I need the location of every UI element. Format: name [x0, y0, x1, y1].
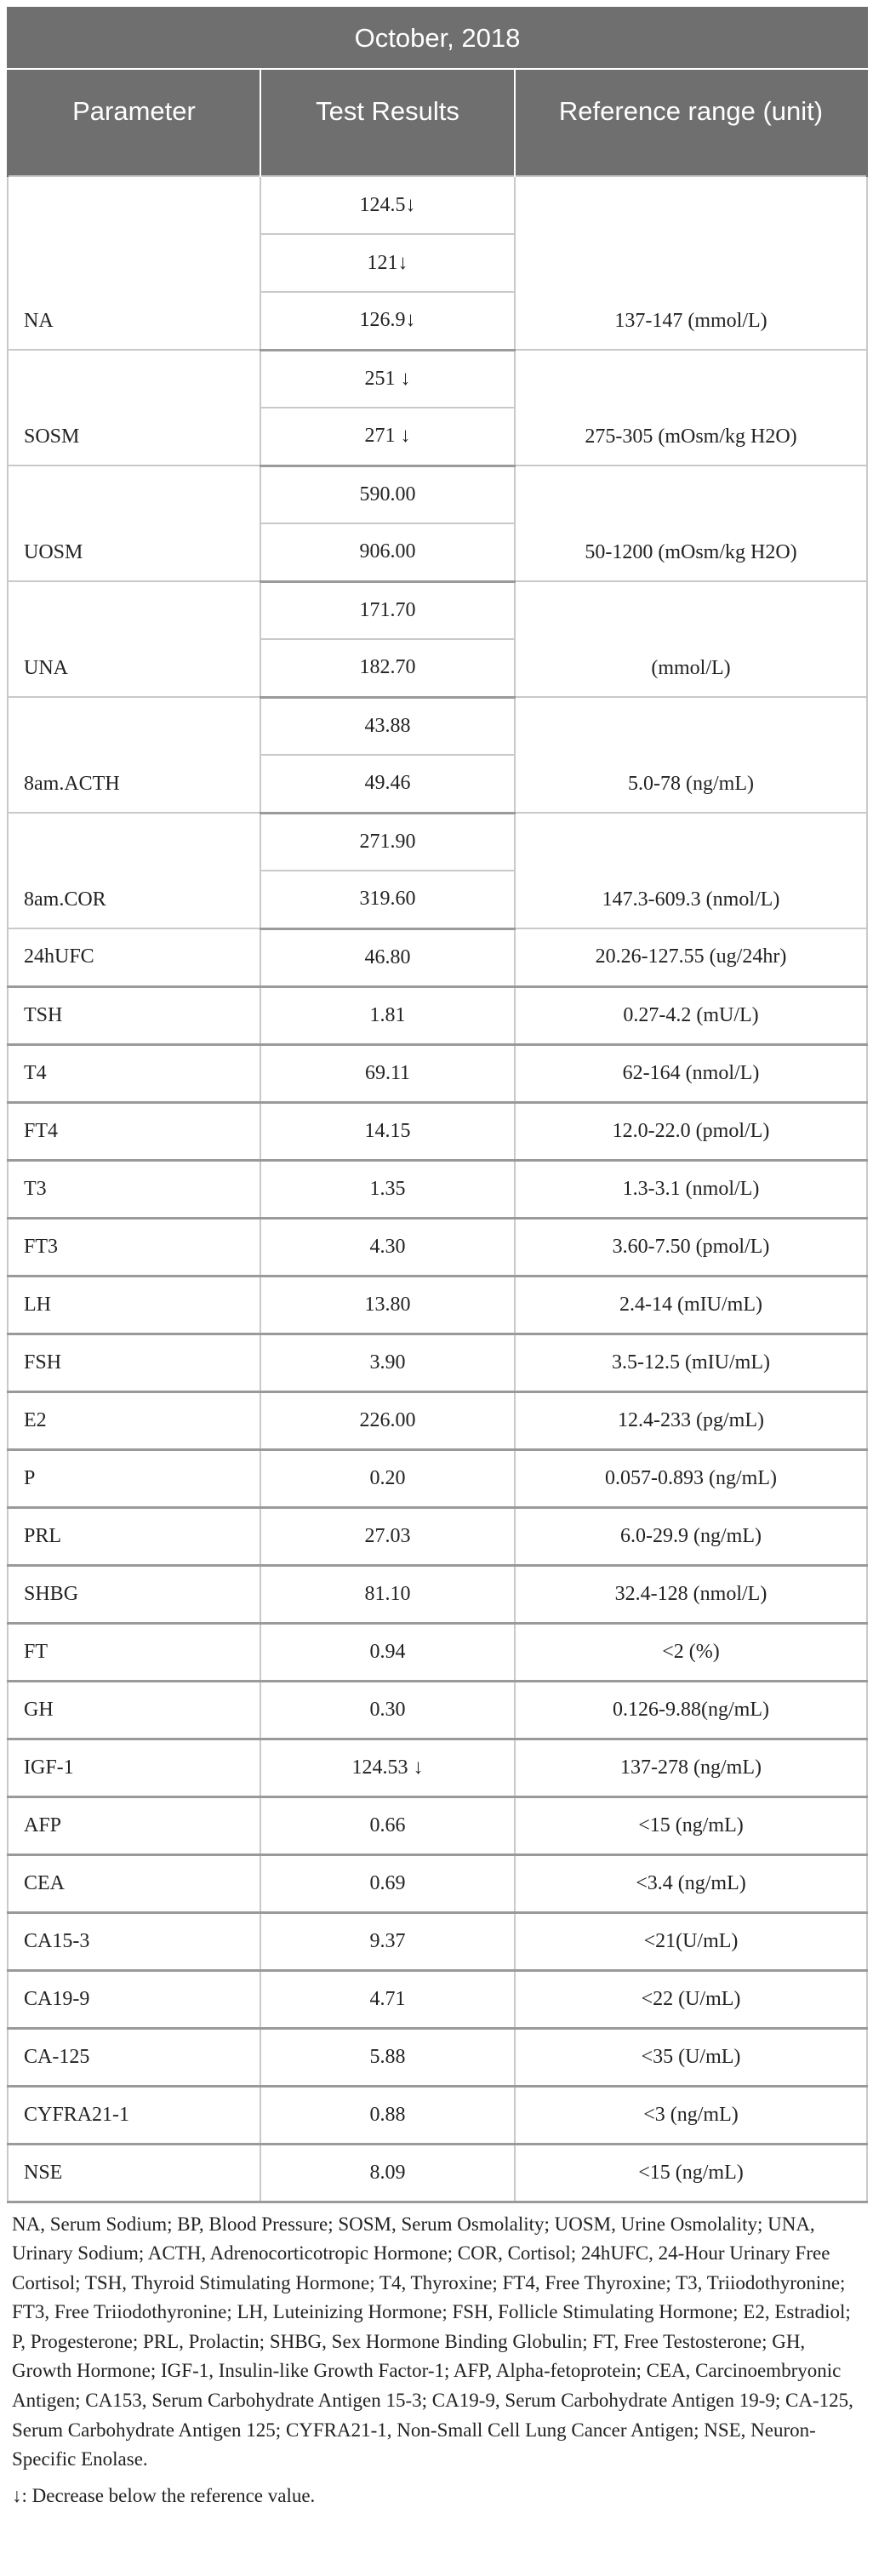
- reference-range-cell: 137-278 (ng/mL): [515, 1739, 867, 1796]
- header-test-results: Test Results: [260, 69, 515, 176]
- table-row: [8, 1854, 867, 1912]
- test-result-cell: 126.9↓: [260, 292, 515, 350]
- parameter-cell: NSE: [8, 2144, 260, 2202]
- parameter-cell: LH: [8, 1276, 260, 1334]
- table-row: [8, 466, 867, 523]
- reference-range-cell: 0.27-4.2 (mU/L): [515, 986, 867, 1044]
- table-row: [8, 1102, 867, 1160]
- test-result-cell: 0.20: [260, 1449, 515, 1507]
- parameter-cell: FT4: [8, 1102, 260, 1160]
- reference-range-cell: 2.4-14 (mIU/mL): [515, 1276, 867, 1334]
- footnote-legend: ↓: Decrease below the reference value.: [12, 2484, 316, 2506]
- parameter-cell: CA15-3: [8, 1912, 260, 1970]
- parameter-cell: E2: [8, 1391, 260, 1449]
- reference-range-cell: 62-164 (nmol/L): [515, 1044, 867, 1102]
- parameter-cell: CEA: [8, 1854, 260, 1912]
- table-row: [8, 1218, 867, 1276]
- test-result-cell: 4.30: [260, 1218, 515, 1276]
- parameter-cell: CA19-9: [8, 1970, 260, 2028]
- parameter-cell: PRL: [8, 1507, 260, 1565]
- reference-range-cell: 3.60-7.50 (pmol/L): [515, 1218, 867, 1276]
- reference-range-cell: 20.26-127.55 (ug/24hr): [515, 928, 867, 986]
- table-row: [8, 1565, 867, 1623]
- table-row: [8, 1334, 867, 1391]
- table-row: [8, 2086, 867, 2144]
- test-result-cell: 81.10: [260, 1565, 515, 1623]
- parameter-cell: FSH: [8, 1334, 260, 1391]
- test-result-cell: 121↓: [260, 234, 515, 292]
- table-row: [8, 1796, 867, 1854]
- header-reference-range: Reference range (unit): [515, 69, 867, 176]
- table-row: [8, 1739, 867, 1796]
- parameter-cell: 8am.COR: [8, 813, 260, 928]
- table-caption: October, 2018: [8, 8, 867, 69]
- test-result-cell: 9.37: [260, 1912, 515, 1970]
- test-result-cell: 5.88: [260, 2028, 515, 2086]
- reference-range-cell: 1.3-3.1 (nmol/L): [515, 1160, 867, 1218]
- parameter-cell: CYFRA21-1: [8, 2086, 260, 2144]
- parameter-cell: T3: [8, 1160, 260, 1218]
- test-result-cell: 226.00: [260, 1391, 515, 1449]
- test-result-cell: 0.94: [260, 1623, 515, 1681]
- parameter-cell: T4: [8, 1044, 260, 1102]
- table-row: [8, 350, 867, 408]
- parameter-cell: UOSM: [8, 466, 260, 581]
- test-result-cell: 3.90: [260, 1334, 515, 1391]
- parameter-cell: AFP: [8, 1796, 260, 1854]
- reference-range-cell: <15 (ng/mL): [515, 2144, 867, 2202]
- table-row: [8, 1507, 867, 1565]
- table-row: [8, 1276, 867, 1334]
- reference-range-cell: 275-305 (mOsm/kg H2O): [515, 350, 867, 466]
- test-result-cell: 124.53 ↓: [260, 1739, 515, 1796]
- table-row: [8, 1970, 867, 2028]
- test-result-cell: 13.80: [260, 1276, 515, 1334]
- parameter-cell: IGF-1: [8, 1739, 260, 1796]
- test-result-cell: 49.46: [260, 755, 515, 813]
- test-result-cell: 69.11: [260, 1044, 515, 1102]
- parameter-cell: UNA: [8, 581, 260, 697]
- reference-range-cell: 137-147 (mmol/L): [515, 176, 867, 350]
- parameter-cell: P: [8, 1449, 260, 1507]
- reference-range-cell: 5.0-78 (ng/mL): [515, 697, 867, 813]
- reference-range-cell: 147.3-609.3 (nmol/L): [515, 813, 867, 928]
- reference-range-cell: 3.5-12.5 (mIU/mL): [515, 1334, 867, 1391]
- parameter-cell: 24hUFC: [8, 928, 260, 986]
- test-result-cell: 319.60: [260, 871, 515, 928]
- test-result-cell: 1.35: [260, 1160, 515, 1218]
- reference-range-cell: (mmol/L): [515, 581, 867, 697]
- test-result-cell: 590.00: [260, 466, 515, 523]
- test-result-cell: 271 ↓: [260, 408, 515, 466]
- test-result-cell: 14.15: [260, 1102, 515, 1160]
- table-row: [8, 697, 867, 755]
- reference-range-cell: <35 (U/mL): [515, 2028, 867, 2086]
- test-result-cell: 0.66: [260, 1796, 515, 1854]
- test-result-cell: 27.03: [260, 1507, 515, 1565]
- test-result-cell: 124.5↓: [260, 176, 515, 234]
- test-result-cell: 271.90: [260, 813, 515, 871]
- test-result-cell: 1.81: [260, 986, 515, 1044]
- table-row: [8, 2028, 867, 2086]
- table-row: [8, 2144, 867, 2202]
- test-result-cell: 0.69: [260, 1854, 515, 1912]
- table-row: [8, 1623, 867, 1681]
- reference-range-cell: 12.0-22.0 (pmol/L): [515, 1102, 867, 1160]
- test-result-cell: 906.00: [260, 523, 515, 581]
- reference-range-cell: 0.057-0.893 (ng/mL): [515, 1449, 867, 1507]
- table-row: [8, 176, 867, 234]
- reference-range-cell: <3.4 (ng/mL): [515, 1854, 867, 1912]
- reference-range-cell: 50-1200 (mOsm/kg H2O): [515, 466, 867, 581]
- header-parameter: Parameter: [8, 69, 260, 176]
- footnote-abbreviations: NA, Serum Sodium; BP, Blood Pressure; SOSM, Serum Osmolality; UOSM, Urine Osmolality; UNA, Urinary Sodium; ACTH, Adrenocorticotropic Hormone; COR, Cortisol; 24hUFC, 24-Hour Urinary Free Cortisol; TSH, Thyroid Stimulating Hormone; T4, Thyroxine; FT4, Free Thyroxine; T3, Triiodothyronine; FT3, Free Triiodothyronine; LH, Luteinizing Hormone; FSH, Follicle Stimulating Hormone; E2, Estradiol; P, Progesterone; PRL, Prolactin; SHBG, Sex Hormone Binding Globulin; FT, Free Testosterone; GH, Growth Hormone; IGF-1, Insulin-like Growth Factor-1; AFP, Alpha-fetoprotein; CEA, Carcinoembryonic Antigen; CA153, Serum Carbohydrate Antigen 15-3; CA19-9, Serum Carbohydrate Antigen 19-9; CA-125, Serum Carbohydrate Antigen 125; CYFRA21-1, Non-Small Cell Lung Cancer Antigen; NSE, Neuron-Specific Enolase.: [12, 2213, 853, 2470]
- parameter-cell: SHBG: [8, 1565, 260, 1623]
- reference-range-cell: <22 (U/mL): [515, 1970, 867, 2028]
- table-row: [8, 581, 867, 639]
- parameter-cell: CA-125: [8, 2028, 260, 2086]
- reference-range-cell: <15 (ng/mL): [515, 1796, 867, 1854]
- reference-range-cell: <2 (%): [515, 1623, 867, 1681]
- table-row: [8, 1681, 867, 1739]
- test-result-cell: 0.30: [260, 1681, 515, 1739]
- parameter-cell: FT3: [8, 1218, 260, 1276]
- reference-range-cell: 0.126-9.88(ng/mL): [515, 1681, 867, 1739]
- parameter-cell: 8am.ACTH: [8, 697, 260, 813]
- test-result-cell: 182.70: [260, 639, 515, 697]
- table-row: [8, 1160, 867, 1218]
- reference-range-cell: <3 (ng/mL): [515, 2086, 867, 2144]
- test-result-cell: 8.09: [260, 2144, 515, 2202]
- table-row: [8, 813, 867, 871]
- test-result-cell: 0.88: [260, 2086, 515, 2144]
- test-result-cell: 46.80: [260, 928, 515, 986]
- test-result-cell: 251 ↓: [260, 350, 515, 408]
- lab-results-table: [7, 7, 868, 2203]
- lab-results-document: [7, 7, 866, 2510]
- test-result-cell: 4.71: [260, 1970, 515, 2028]
- test-result-cell: 171.70: [260, 581, 515, 639]
- table-row: [8, 986, 867, 1044]
- table-row: [8, 928, 867, 986]
- reference-range-cell: 6.0-29.9 (ng/mL): [515, 1507, 867, 1565]
- table-body: [8, 176, 867, 2202]
- table-row: [8, 1391, 867, 1449]
- test-result-cell: 43.88: [260, 697, 515, 755]
- reference-range-cell: <21(U/mL): [515, 1912, 867, 1970]
- parameter-cell: SOSM: [8, 350, 260, 466]
- parameter-cell: NA: [8, 176, 260, 350]
- parameter-cell: FT: [8, 1623, 260, 1681]
- table-row: [8, 1044, 867, 1102]
- reference-range-cell: 12.4-233 (pg/mL): [515, 1391, 867, 1449]
- reference-range-cell: 32.4-128 (nmol/L): [515, 1565, 867, 1623]
- parameter-cell: TSH: [8, 986, 260, 1044]
- parameter-cell: GH: [8, 1681, 260, 1739]
- table-row: [8, 1449, 867, 1507]
- table-row: [8, 1912, 867, 1970]
